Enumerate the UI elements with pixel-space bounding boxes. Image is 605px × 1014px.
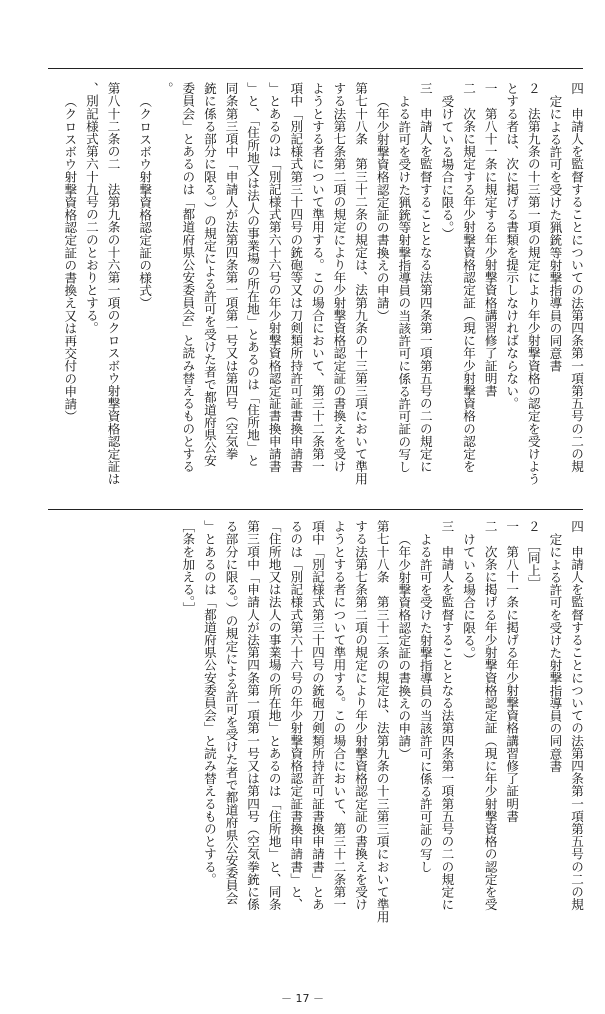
text-column: （年少射撃資格認定証の書換えの申請） — [396, 533, 412, 760]
text-column: けている場合に限る。） — [461, 533, 477, 666]
text-column: 、別記様式第六十九号の二のとおりとする。 — [83, 82, 99, 334]
text-column: る部分に限る。）の規定による許可を受けた者で都道府県公安委員会 — [223, 520, 239, 905]
text-column: 受けている場合に限る。） — [439, 95, 455, 240]
text-column: とする者は、次に掲げる書類を提示しなければならない。 — [504, 82, 520, 410]
text-column: 四 申請人を監督することについての法第四条第一項第五号の二の規 — [569, 520, 584, 911]
text-column: 一 第八十一条に規定する年少射撃資格講習修了証明書 — [482, 82, 498, 397]
text-column: 第七十八条 第三十二条の規定は、法第九条の十三第三項において準用 — [374, 520, 390, 924]
text-column: 同条第三項中「申請人が法第四条第一項第一号又は第四号（空気拳 — [223, 82, 239, 460]
text-column: （年少射撃資格認定証の書換えの申請） — [374, 95, 390, 322]
text-column: する法第七条第二項の規定により年少射撃資格認定証の書換えを受け — [353, 520, 369, 911]
text-column: （クロスボウ射撃資格認定証の様式） — [137, 95, 153, 310]
text-column: 」とあるのは「別記様式第六十六号の年少射撃資格認定証書換申請書 — [266, 82, 282, 473]
text-column: 」と、「住所地又は法人の事業場の所在地」とあるのは「住所地」と — [245, 82, 261, 467]
text-column: 第三項中「申請人が法第四条第一項第一号又は第四号（空気拳銃に係 — [245, 520, 261, 911]
text-column: ようとする者について準用する。この場合において、第三十二条第一 — [309, 82, 325, 473]
text-column: する法第七条第二項の規定により年少射撃資格認定証の書換えを受け — [331, 82, 347, 473]
text-column: 項中「別記様式第三十四号の銃砲等又は刀剣類所持許可証書換申請書 — [288, 82, 304, 473]
text-column: 定による許可を受けた猟銃等射撃指導員の同意書 — [547, 95, 563, 373]
page-number: － 17 － — [281, 992, 324, 1005]
text-column: るのは「別記様式第六十六号の年少射撃資格認定証書換申請書」と、 — [288, 520, 304, 911]
text-column: （クロスボウ射撃資格認定証の書換え又は再交付の申請） — [62, 95, 78, 423]
text-column: 第八十二条の二 法第九条の十六第一項のクロスボウ射撃資格認定証は — [105, 82, 121, 486]
text-column: 第七十八条 第三十二条の規定は、法第九条の十三第三項において準用 — [353, 82, 369, 486]
text-column: 」とあるのは「都道府県公安委員会」と読み替えるものとする。 — [201, 520, 217, 886]
text-column: 委員会」とあるのは「都道府県公安委員会」と読み替えるものとする — [180, 82, 196, 473]
text-column: 銃に係る部分に限る。）の規定による許可を受けた者で都道府県公安 — [201, 82, 217, 467]
revised-text-section — [48, 82, 587, 492]
text-column: 定による許可を受けた射撃指導員の同意書 — [547, 533, 563, 773]
text-column: 一 第八十一条に掲げる年少射撃資格講習修了証明書 — [504, 520, 520, 823]
text-column: ２ ［同上］ — [525, 520, 541, 590]
top-rule — [48, 68, 583, 69]
middle-rule — [48, 509, 583, 510]
text-column: ２ 法第九条の十三第一項の規定により年少射撃資格の認定を受けよう — [525, 82, 541, 486]
text-column: 二 次条に掲げる年少射撃資格認定証（現に年少射撃資格の認定を受 — [482, 520, 498, 911]
text-column: 項中「別記様式第三十四号の銃砲刀剣類所持許可証書換申請書」とあ — [309, 520, 325, 911]
text-column: 。 — [158, 82, 174, 95]
text-column: 四 申請人を監督することについての法第四条第一項第五号の二の規 — [569, 82, 584, 473]
text-column: よる許可を受けた猟銃等射撃指導員の当該許可に係る許可証の写し — [396, 95, 412, 473]
current-text-section — [48, 520, 587, 958]
text-column: 三 申請人を監督することとなる法第四条第一項第五号の二の規定に — [439, 520, 455, 911]
text-column: よる許可を受けた射撃指導員の当該許可に係る許可証の写し — [417, 533, 433, 874]
text-column: ［条を加える。］ — [180, 520, 196, 615]
text-column: ようとする者について準用する。この場合において、第三十二条第一 — [331, 520, 347, 911]
text-column: 二 次条に規定する年少射撃資格認定証（現に年少射撃資格の認定を — [461, 82, 477, 473]
text-column: 三 申請人を監督することとなる法第四条第一項第五号の二の規定に — [417, 82, 433, 473]
text-column: 「住所地又は法人の事業場の所在地」とあるのは「住所地」と、同条 — [266, 520, 282, 911]
